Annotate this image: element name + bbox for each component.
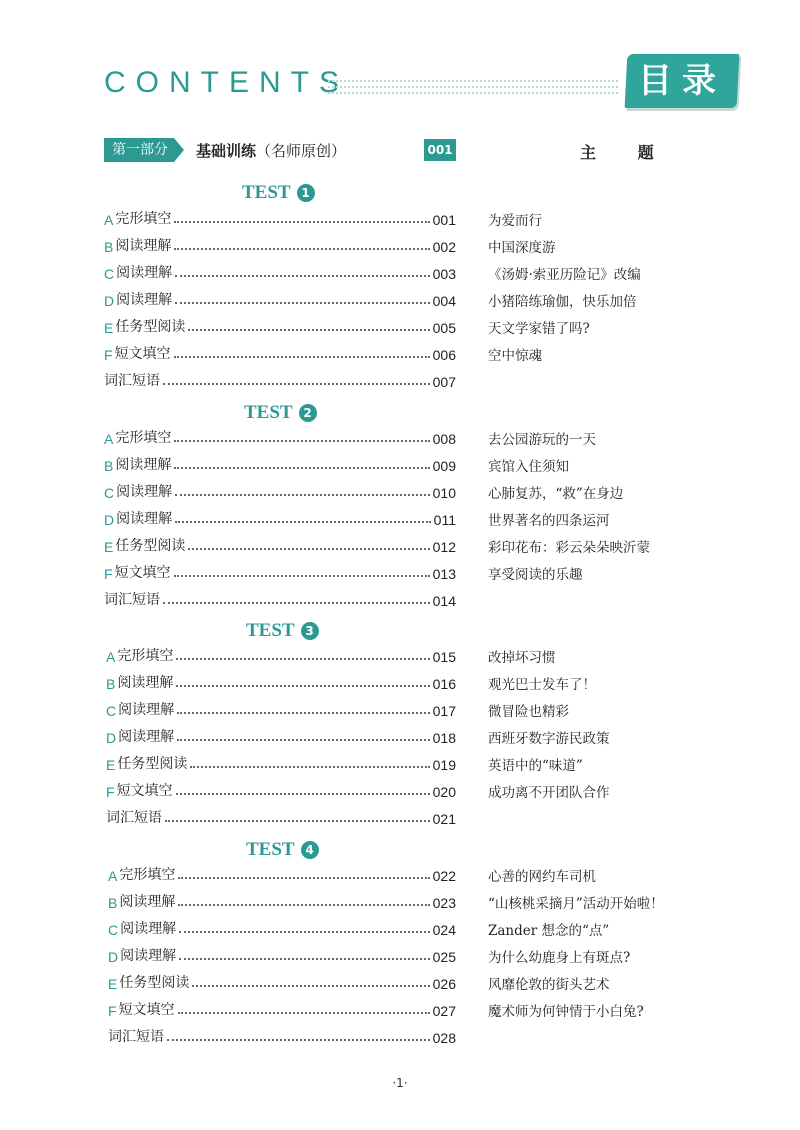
toc-entry-letter: E [108, 976, 118, 992]
test-heading-label: TEST [244, 402, 293, 423]
toc-entry[interactable] [108, 891, 456, 911]
toc-entry-label: 短文填空 [114, 565, 171, 581]
test-heading-label: TEST [246, 839, 295, 860]
toc-entry-page: 024 [432, 922, 456, 938]
toc-entry-label: 阅读理解 [118, 729, 175, 745]
toc-entry[interactable] [104, 370, 456, 390]
test-heading [242, 182, 315, 204]
toc-entry-page: 028 [432, 1030, 456, 1046]
toc-entry[interactable] [104, 562, 456, 582]
toc-entry-label: 阅读理解 [119, 894, 176, 910]
toc-entry-page: 008 [432, 431, 456, 447]
toc-entry-page: 001 [432, 212, 456, 228]
toc-entry-label: 完形填空 [115, 430, 172, 446]
toc-dot-leader [177, 739, 430, 741]
toc-entry-theme: 彩印花布：彩云朵朵映沂蒙 [488, 540, 650, 556]
toc-entry-label: 阅读理解 [117, 675, 174, 691]
toc-dot-leader [176, 685, 429, 687]
toc-entry-theme: 风靡伦敦的街头艺术 [488, 977, 610, 993]
toc-entry[interactable] [104, 343, 456, 363]
toc-entry-page: 022 [432, 868, 456, 884]
toc-entry-theme: 享受阅读的乐趣 [488, 567, 583, 583]
toc-entry-page: 023 [432, 895, 456, 911]
toc-entry-label: 阅读理解 [116, 292, 173, 308]
toc-entry-theme: 空中惊魂 [488, 348, 542, 364]
toc-dot-leader [174, 440, 429, 442]
page-header [0, 0, 800, 130]
toc-entry-letter: A [104, 431, 114, 447]
toc-entry-theme: 小猪陪练瑜伽，快乐加倍 [488, 294, 637, 310]
toc-entry-label: 词汇短语 [104, 373, 160, 389]
toc-dot-leader [179, 958, 430, 960]
toc-dot-leader [178, 904, 429, 906]
toc-entry-letter: A [104, 212, 114, 228]
toc-entry-letter: F [108, 1003, 117, 1019]
toc-entry-letter: F [104, 347, 113, 363]
toc-entry[interactable] [106, 672, 456, 692]
toc-entry-page: 021 [432, 811, 456, 827]
toc-dot-leader [175, 275, 430, 277]
toc-entry-letter: B [104, 458, 114, 474]
toc-entry-label: 阅读理解 [115, 457, 172, 473]
test-number-badge: 2 [299, 404, 317, 422]
toc-entry-theme: 西班牙数字游民政策 [488, 731, 610, 747]
toc-dot-leader [174, 467, 429, 469]
toc-entry[interactable] [106, 645, 456, 665]
mulu-title: 目录 [638, 61, 726, 101]
toc-entry-label: 完形填空 [115, 211, 172, 227]
toc-entry-label: 阅读理解 [118, 702, 175, 718]
toc-entry-page: 013 [432, 566, 456, 582]
toc-entry[interactable] [108, 972, 456, 992]
theme-column-header: 主 题 [580, 143, 672, 162]
toc-entry-page: 020 [432, 784, 456, 800]
toc-entry-page: 005 [432, 320, 456, 336]
toc-dot-leader [179, 931, 430, 933]
toc-entry-theme: 《汤姆·索亚历险记》改编 [488, 267, 641, 283]
header-dotted-line [328, 86, 618, 88]
part-tag: 第一部分 [104, 138, 174, 162]
toc-entry[interactable] [104, 208, 456, 228]
toc-entry[interactable] [104, 454, 456, 474]
toc-entry-label: 阅读理解 [116, 484, 173, 500]
toc-entry-theme: 改掉坏习惯 [488, 650, 556, 666]
toc-entry[interactable] [108, 1026, 456, 1046]
header-dotted-line [328, 92, 618, 94]
toc-dot-leader [190, 766, 429, 768]
toc-dot-leader [175, 494, 430, 496]
toc-entry-page: 016 [432, 676, 456, 692]
toc-entry[interactable] [104, 508, 456, 528]
part-page-tag: 001 [424, 139, 456, 161]
toc-dot-leader [167, 1039, 430, 1041]
toc-entry[interactable] [104, 235, 456, 255]
toc-dot-leader [177, 712, 430, 714]
toc-entry-label: 任务型阅读 [119, 975, 190, 991]
test-heading-label: TEST [242, 182, 291, 203]
toc-entry[interactable] [104, 481, 456, 501]
toc-dot-leader [165, 820, 430, 822]
toc-entry-theme: 成功离不开团队合作 [488, 785, 610, 801]
toc-dot-leader [174, 575, 430, 577]
toc-entry-letter: F [106, 784, 115, 800]
toc-entry-theme: 为爱而行 [488, 213, 542, 229]
toc-entry-page: 019 [432, 757, 456, 773]
toc-entry[interactable] [108, 999, 456, 1019]
toc-entry-letter: D [106, 730, 117, 746]
toc-entry[interactable] [106, 753, 456, 773]
toc-entry-letter: B [106, 676, 116, 692]
toc-entry[interactable] [104, 427, 456, 447]
toc-entry-theme: “山核桃采摘月”活动开始啦！ [488, 896, 664, 912]
toc-entry-page: 026 [432, 976, 456, 992]
toc-entry-label: 词汇短语 [104, 592, 160, 608]
toc-entry[interactable] [106, 807, 456, 827]
toc-dot-leader [174, 248, 429, 250]
toc-entry-label: 任务型阅读 [115, 538, 186, 554]
toc-dot-leader [163, 383, 430, 385]
toc-dot-leader [188, 329, 429, 331]
toc-entry-letter: E [104, 539, 114, 555]
toc-entry-page: 011 [433, 512, 456, 528]
test-number-badge: 3 [301, 622, 319, 640]
contents-heading: CONTENTS [104, 66, 349, 99]
toc-entry[interactable] [104, 535, 456, 555]
test-heading [244, 402, 317, 424]
toc-entry-page: 012 [432, 539, 456, 555]
toc-entry-letter: A [106, 649, 116, 665]
toc-entry-theme: 英语中的“味道” [488, 758, 583, 774]
toc-entry-theme: 为什么幼鹿身上有斑点? [488, 950, 631, 966]
toc-entry-theme: 心肺复苏，“救”在身边 [488, 486, 624, 502]
toc-entry[interactable] [108, 918, 456, 938]
toc-entry-page: 002 [432, 239, 456, 255]
toc-dot-leader [188, 548, 429, 550]
toc-dot-leader [174, 221, 429, 223]
toc-entry-letter: B [108, 895, 118, 911]
toc-entry-page: 006 [432, 347, 456, 363]
toc-entry-theme: 天文学家错了吗? [488, 321, 590, 337]
toc-entry-label: 完形填空 [119, 867, 176, 883]
toc-entry-letter: D [104, 293, 115, 309]
toc-entry-label: 阅读理解 [116, 265, 173, 281]
toc-entry-page: 027 [432, 1003, 456, 1019]
toc-entry[interactable] [106, 780, 456, 800]
toc-entry-letter: B [104, 239, 114, 255]
toc-entry-label: 短文填空 [114, 346, 171, 362]
test-heading [246, 620, 319, 642]
toc-entry-theme: Zander 想念的“点” [488, 923, 610, 939]
toc-entry-label: 词汇短语 [108, 1029, 164, 1045]
toc-entry-theme: 去公园游玩的一天 [488, 432, 596, 448]
toc-entry-page: 014 [432, 593, 456, 609]
toc-dot-leader [192, 985, 429, 987]
toc-dot-leader [176, 658, 429, 660]
toc-entry-letter: D [108, 949, 119, 965]
toc-entry[interactable] [108, 864, 456, 884]
toc-entry-letter: C [106, 703, 117, 719]
toc-entry-letter: C [104, 266, 115, 282]
toc-entry[interactable] [104, 589, 456, 609]
toc-entry[interactable] [108, 945, 456, 965]
toc-entry-letter: C [104, 485, 115, 501]
toc-dot-leader [178, 1012, 430, 1014]
toc-entry-page: 017 [432, 703, 456, 719]
toc-dot-leader [176, 793, 430, 795]
toc-entry[interactable] [106, 726, 456, 746]
toc-entry-theme: 魔术师为何钟情于小白兔? [488, 1004, 644, 1020]
toc-entry[interactable] [104, 316, 456, 336]
toc-entry-theme: 世界著名的四条运河 [488, 513, 610, 529]
toc-entry-theme: 中国深度游 [488, 240, 556, 256]
test-heading-label: TEST [246, 620, 295, 641]
toc-entry-label: 阅读理解 [116, 511, 173, 527]
toc-entry-label: 阅读理解 [120, 948, 177, 964]
toc-dot-leader [174, 356, 430, 358]
toc-entry-letter: D [104, 512, 115, 528]
toc-entry-letter: F [104, 566, 113, 582]
toc-entry-label: 任务型阅读 [115, 319, 186, 335]
toc-entry-page: 010 [432, 485, 456, 501]
mulu-title-badge [625, 54, 740, 108]
toc-entry[interactable] [106, 699, 456, 719]
test-heading [246, 839, 319, 861]
part-tag-arrow [174, 138, 184, 162]
part-subtitle: （名师原创） [256, 141, 347, 160]
toc-entry-label: 词汇短语 [106, 810, 162, 826]
toc-entry-label: 短文填空 [118, 1002, 175, 1018]
toc-entry-page: 015 [432, 649, 456, 665]
toc-entry-page: 004 [432, 293, 456, 309]
toc-dot-leader [175, 521, 431, 523]
toc-entry-theme: 微冒险也精彩 [488, 704, 569, 720]
toc-entry-letter: E [104, 320, 114, 336]
toc-entry-page: 018 [432, 730, 456, 746]
toc-entry-page: 007 [432, 374, 456, 390]
toc-dot-leader [175, 302, 430, 304]
toc-entry-label: 阅读理解 [120, 921, 177, 937]
test-number-badge: 1 [297, 184, 315, 202]
toc-entry-page: 003 [432, 266, 456, 282]
page-number: ·1· [392, 1076, 408, 1090]
toc-entry-letter: C [108, 922, 119, 938]
part-title-text: 基础训练 [196, 141, 257, 160]
toc-entry-theme: 观光巴士发车了！ [488, 677, 596, 693]
part-title [196, 140, 346, 161]
toc-entry-label: 完形填空 [117, 648, 174, 664]
toc-entry-theme: 心善的网约车司机 [488, 869, 596, 885]
toc-entry-label: 阅读理解 [115, 238, 172, 254]
toc-entry-label: 任务型阅读 [117, 756, 188, 772]
header-dotted-line [328, 80, 618, 82]
toc-entry-label: 短文填空 [116, 783, 173, 799]
toc-entry-page: 009 [432, 458, 456, 474]
toc-dot-leader [178, 877, 429, 879]
toc-entry-letter: E [106, 757, 116, 773]
toc-entry[interactable] [104, 289, 456, 309]
toc-entry[interactable] [104, 262, 456, 282]
toc-entry-theme: 宾馆入住须知 [488, 459, 569, 475]
test-number-badge: 4 [301, 841, 319, 859]
part-heading [104, 138, 346, 162]
toc-entry-page: 025 [432, 949, 456, 965]
toc-dot-leader [163, 602, 430, 604]
toc-entry-letter: A [108, 868, 118, 884]
